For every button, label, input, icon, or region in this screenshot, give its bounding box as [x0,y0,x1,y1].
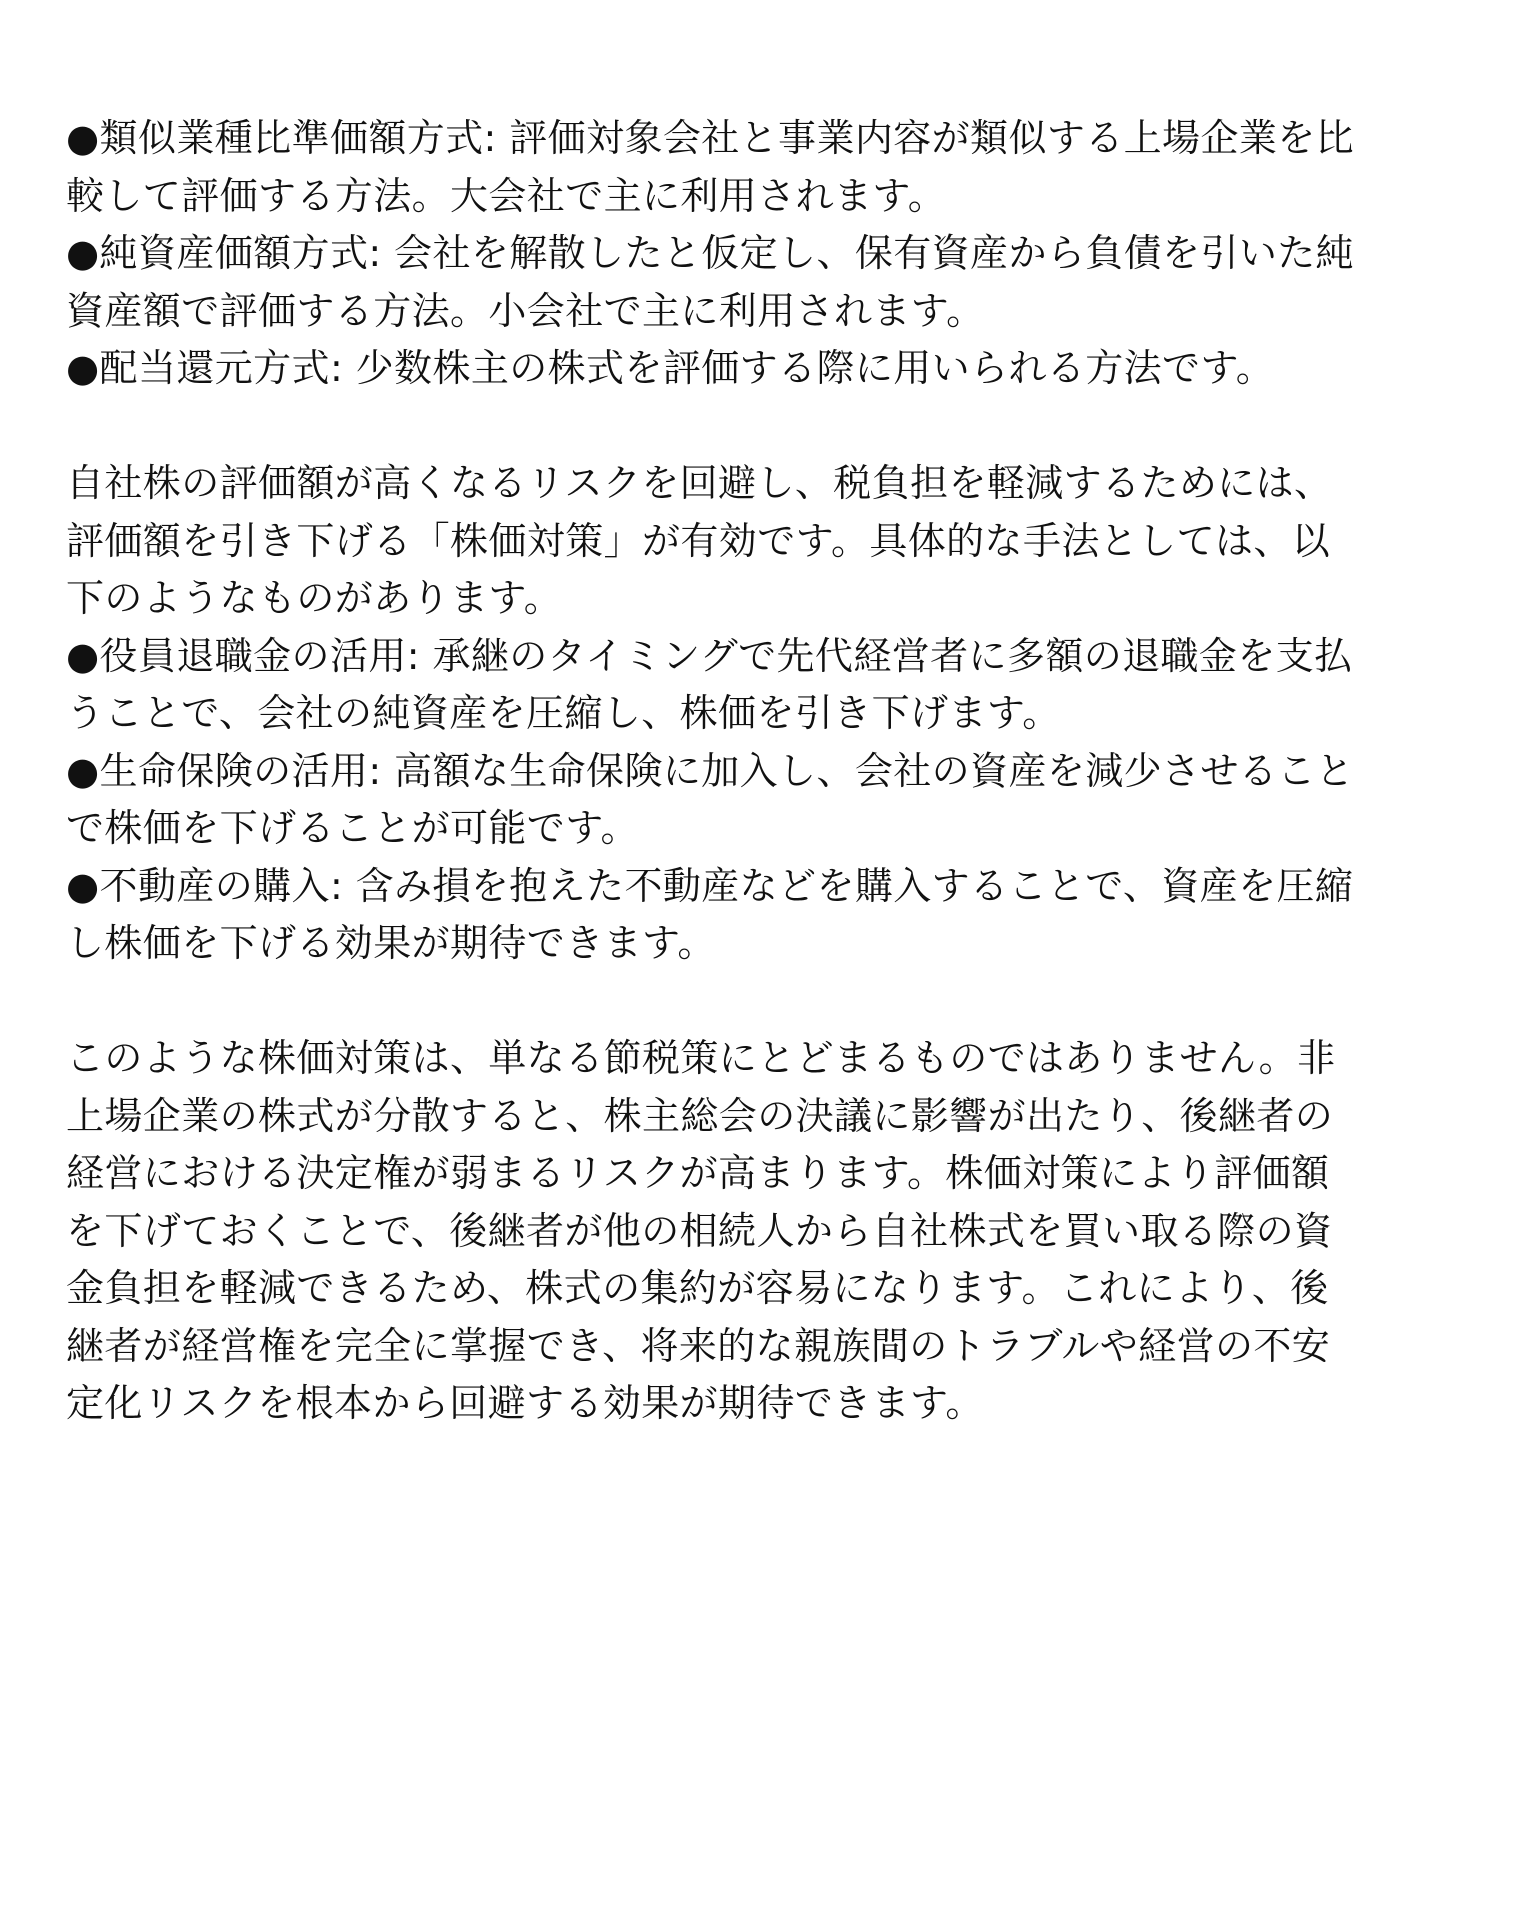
measures-line-9: し株価を下げる効果が期待できます。 [66,921,716,965]
measures-line-8: ●不動産の購入: 含み損を抱えた不動産などを購入することで、資産を圧縮 [66,863,1354,908]
measures-line-6: ●生命保険の活用: 高額な生命保険に加入し、会社の資産を減少させること [66,748,1355,793]
summary-line-3: 経営における決定権が弱まるリスクが高まります。株価対策により評価額 [66,1151,1330,1195]
measures-line-1: 自社株の評価額が高くなるリスクを回避し、税負担を軽減するためには、 [66,461,1333,505]
measures-line-3: 下のようなものがあります。 [66,576,563,620]
measures-line-7: で株価を下げることが可能です。 [66,806,639,850]
summary-line-7: 定化リスクを根本から回避する効果が期待できます。 [66,1381,984,1425]
method-line-1: ●類似業種比準価額方式: 評価対象会社と事業内容が類似する上場企業を比 [66,116,1355,160]
method-line-4: 資産額で評価する方法。小会社で主に利用されます。 [66,288,985,333]
summary-line-4: を下げておくことで、後継者が他の相続人から自社株式を買い取る際の資 [66,1208,1333,1253]
paragraph-spacer [66,398,1476,456]
summary-line-5: 金負担を軽減できるため、株式の集約が容易になります。これにより、後 [66,1266,1329,1310]
summary-section [66,1030,1476,1433]
measures-line-4: ●役員退職金の活用: 承継のタイミングで先代経営者に多額の退職金を支払 [66,633,1353,678]
summary-line-2: 上場企業の株式が分散すると、株主総会の決議に影響が出たり、後継者の [66,1093,1334,1138]
method-line-5: ●配当還元方式: 少数株主の株式を評価する際に用いられる方法です。 [66,346,1275,390]
paragraph-spacer [66,973,1476,1031]
measures-line-2: 評価額を引き下げる「株価対策」が有効です。具体的な手法としては、以 [66,518,1331,563]
summary-line-6: 継者が経営権を完全に掌握でき、将来的な親族間のトラブルや経営の不安 [66,1323,1331,1368]
stock-price-measures-section [66,455,1476,973]
measures-line-5: うことで、会社の純資産を圧縮し、株価を引き下げます。 [66,691,1061,735]
document-body [66,110,1476,1433]
method-line-3: ●純資産価額方式: 会社を解散したと仮定し、保有資産から負債を引いた純 [66,231,1355,275]
summary-line-1: このような株価対策は、単なる節税策にとどまるものではありません。非 [66,1036,1336,1080]
valuation-methods-section [66,110,1476,398]
method-line-2: 較して評価する方法。大会社で主に利用されます。 [66,173,947,218]
